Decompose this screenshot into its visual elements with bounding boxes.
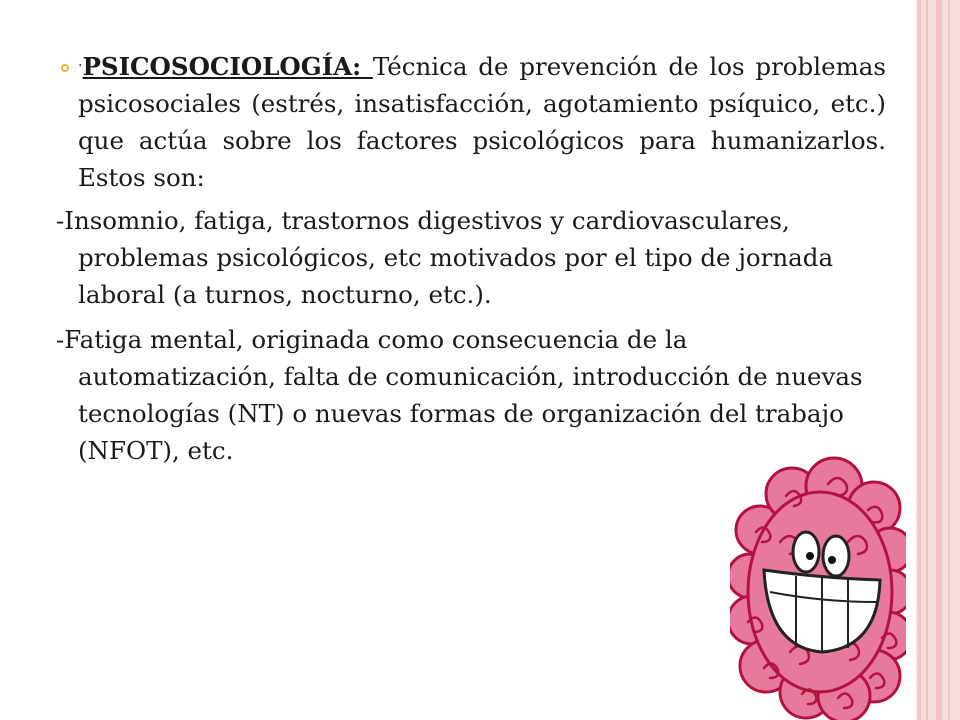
paragraph-insomnio: -Insomnio, fatiga, trastornos digestivos y cardiovasculares, problemas psicológicos, etc motivados por el tipo de jornada laboral (a turnos, nocturno, etc.). <box>56 206 834 309</box>
smiling-brain-illustration <box>730 452 906 720</box>
bullet-circle-icon <box>61 64 69 72</box>
bullet-lead-mark: · <box>78 58 83 74</box>
term-heading: PSICOSOCIOLOGÍA: <box>82 52 373 81</box>
slide-body <box>56 48 886 469</box>
paragraph-fatiga-mental: -Fatiga mental, originada como consecuencia de la automatización, falta de comunicación, introducción de nuevas tecnologías (NT) o nuevas formas de organización del trabajo (NFOT), etc. <box>56 325 863 465</box>
decorative-side-stripes <box>916 0 960 720</box>
term-definition: Técnica de prevención de los problemas psicosociales (estrés, insatisfacción, agotamiento psíquico, etc.) que actúa sobre los factores psicológicos para humanizarlos. Estos son: <box>78 52 886 192</box>
bullet-paragraph <box>56 48 886 196</box>
